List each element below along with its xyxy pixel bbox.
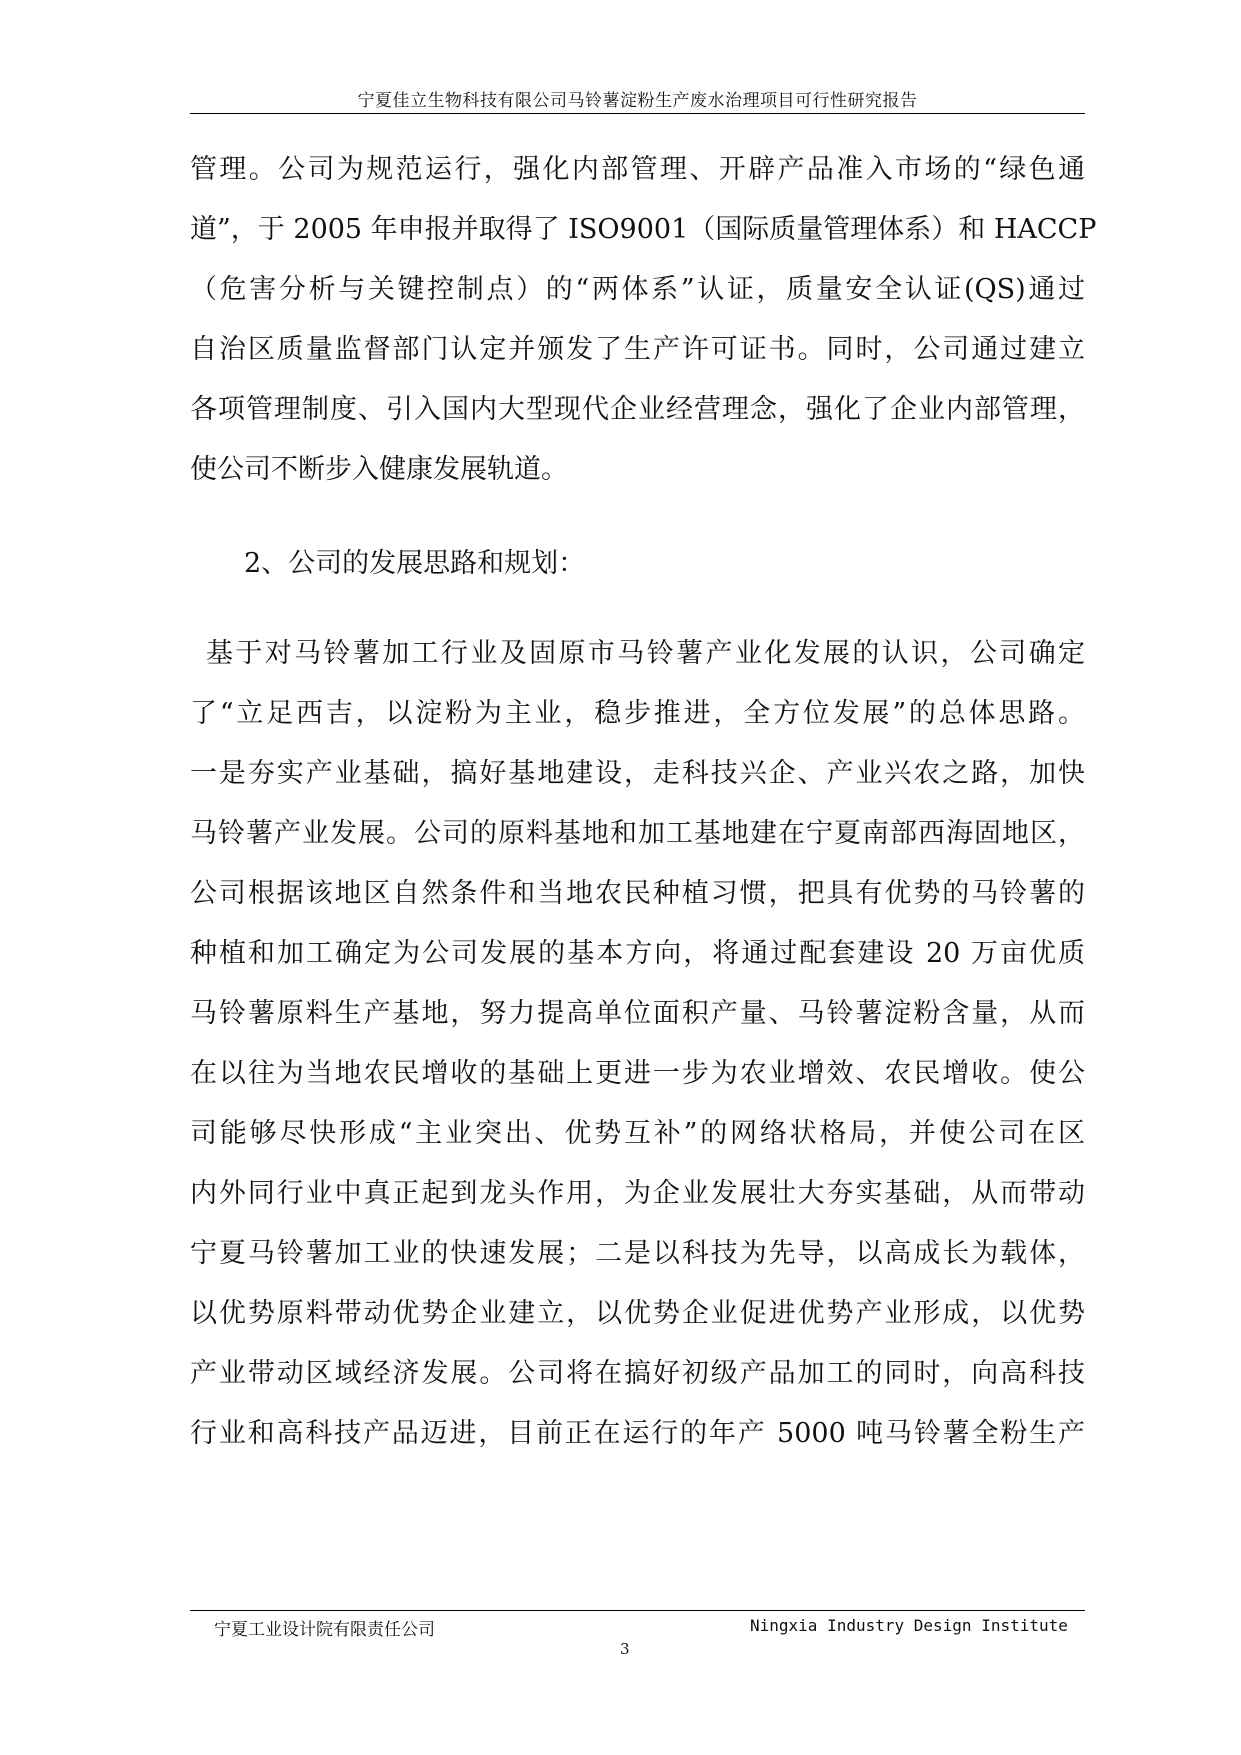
- text-line: （危害分析与关键控制点）的“两体系”认证，质量安全认证(QS)通过: [190, 274, 1085, 305]
- document-body: [190, 140, 1097, 1464]
- paragraph-management: [190, 140, 1097, 500]
- page-number: 3: [620, 1640, 630, 1658]
- text-line: 一是夯实产业基础，搞好基地建设，走科技兴企、产业兴农之路，加快: [190, 758, 1085, 789]
- footer-company-cn: 宁夏工业设计院有限责任公司: [214, 1620, 435, 1640]
- text-line: 各项管理制度、引入国内大型现代企业经营理念，强化了企业内部管理，: [190, 394, 1085, 425]
- text-line: 宁夏马铃薯加工业的快速发展；二是以科技为先导，以高成长为载体，: [190, 1238, 1085, 1269]
- text-line: 种植和加工确定为公司发展的基本方向，将通过配套建设 20 万亩优质: [190, 938, 1085, 969]
- text-line: 自治区质量监督部门认定并颁发了生产许可证书。同时，公司通过建立: [190, 334, 1085, 365]
- text-line: 司能够尽快形成“主业突出、优势互补”的网络状格局，并使公司在区: [190, 1118, 1085, 1149]
- page-header-title: 宁夏佳立生物科技有限公司马铃薯淀粉生产废水治理项目可行性研究报告: [357, 91, 918, 111]
- footer-divider: [190, 1610, 1085, 1611]
- text-line: 以优势原料带动优势企业建立，以优势企业促进优势产业形成，以优势: [190, 1298, 1085, 1329]
- text-line: 马铃薯产业发展。公司的原料基地和加工基地建在宁夏南部西海固地区，: [190, 818, 1085, 849]
- text-line: 使公司不断步入健康发展轨道。: [190, 454, 568, 485]
- text-line: 行业和高科技产品迈进，目前正在运行的年产 5000 吨马铃薯全粉生产: [190, 1418, 1085, 1449]
- header-divider: [190, 113, 1085, 114]
- text-line: 内外同行业中真正起到龙头作用，为企业发展壮大夯实基础，从而带动: [190, 1178, 1085, 1209]
- text-line: 公司根据该地区自然条件和当地农民种植习惯，把具有优势的马铃薯的: [190, 878, 1085, 909]
- footer-company-en: Ningxia Industry Design Institute: [750, 1616, 1068, 1635]
- text-line: 马铃薯原料生产基地，努力提高单位面积产量、马铃薯淀粉含量，从而: [190, 998, 1085, 1029]
- text-line: 在以往为当地农民增收的基础上更进一步为农业增效、农民增收。使公: [190, 1058, 1085, 1089]
- text-line: 道”，于 2005 年申报并取得了 ISO9001（国际质量管理体系）和 HACCP: [190, 214, 1097, 245]
- text-line: 了“立足西吉，以淀粉为主业，稳步推进，全方位发展”的总体思路。: [190, 698, 1085, 729]
- paragraph-development: [190, 624, 1085, 1464]
- text-line: 产业带动区域经济发展。公司将在搞好初级产品加工的同时，向高科技: [190, 1358, 1085, 1389]
- section-heading: 2、公司的发展思路和规划：: [244, 548, 586, 579]
- text-line: 基于对马铃薯加工行业及固原市马铃薯产业化发展的认识，公司确定: [206, 638, 1085, 669]
- text-line: 管理。公司为规范运行，强化内部管理、开辟产品准入市场的“绿色通: [190, 154, 1085, 185]
